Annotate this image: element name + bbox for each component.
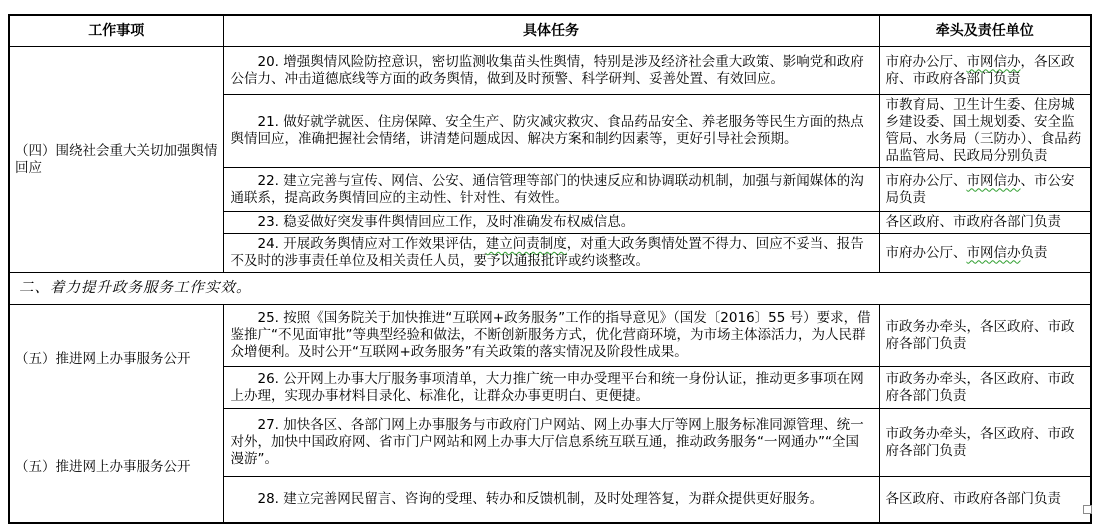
table-row [9,47,1091,95]
owner-text: 市政务办牵头，各区政府、市政府各部门负责 [885,370,1075,404]
owner-text: 市教育局、卫生计生委、住房城乡建设委、国土规划委、安全监管局、水务局（三防办）、食品药品监管局、民政局分别负责 [885,97,1082,164]
table-row [9,305,1091,367]
task-cell-20 [223,47,879,95]
owner-text: 市政务办牵头，各区政府、市政府各部门负责 [885,425,1075,459]
task-text: 27. 加快各区、各部门网上办事服务与市政府门户网站、网上办事大厅等网上服务标准同源管理、统一对外，加快中国政府网、省市门户网站和网上办事大厅信息系统互联互通，推动政务服务“一网通办”“全国漫游”。 [230,417,864,467]
section-divider-row [9,273,1091,305]
owner-cell-25 [879,305,1091,367]
task-text: 28. 建立完善网民留言、咨询的受理、转办和反馈机制，及时处理答复，为群众提供更好服务。 [257,490,824,507]
category-label: （四）围绕社会重大关切加强舆情回应 [15,142,218,176]
column-header-responsible-unit: 牵头及责任单位 [879,15,1091,47]
category-label-group [10,305,223,522]
owner-text: 市府办公厅、市网信办负责 [885,244,1048,261]
task-text: 26. 公开网上办事大厅服务事项清单，大力推广统一申办受理平台和统一身份认证，推动更多事项在网上办理，实现办事材料目录化、标准化，让群众办事更明白、更便捷。 [230,370,864,404]
owner-text: 各区政府、市政府各部门负责 [885,214,1061,230]
column-header-specific-task: 具体任务 [223,15,879,47]
task-cell-24 [223,234,879,273]
task-text: 25. 按照《国务院关于加快推进“互联网+政务服务”工作的指导意见》（国发〔2016〕55 号）要求，借鉴推广“不见面审批”等典型经验和做法，不断创新服务方式，优化营商环境，为市场主体添活力，为人民群众增便利。及时公开“互联网+政务服务”有关政策的落实情况及阶段性成果。 [230,310,871,360]
section-divider-text: 二、着力提升政务服务工作实效。 [9,273,1091,305]
owner-cell-27 [879,409,1091,477]
owner-text: 各区政府、市政府各部门负责 [885,490,1061,507]
work-tasks-table [8,14,1092,524]
category-cell-section5 [9,305,223,523]
task-text: 22. 建立完善与宣传、网信、公安、通信管理等部门的快速反应和协调联动机制，加强与新闻媒体的沟通联系，提高政务舆情回应的主动性、针对性、有效性。 [230,172,864,206]
task-cell-25 [223,305,879,367]
task-text: 24. 开展政务舆情应对工作效果评估，建立问责制度，对重大政务舆情处置不得力、回应不妥当、报告不及时的涉事责任单位及相关责任人员，要予以通报批评或约谈整改。 [230,236,864,269]
owner-text: 市政务办牵头，各区政府、市政府各部门负责 [885,318,1075,352]
owner-text: 市府办公厅、市网信办，各区政府、市政府各部门负责 [885,53,1075,87]
category-label: （五）推进网上办事服务公开 [15,350,191,367]
table-resize-handle[interactable] [1083,505,1092,514]
task-cell-21 [223,95,879,168]
task-text: 21. 做好就学就医、住房保障、安全生产、防灾减灾救灾、食品药品安全、养老服务等民生方面的热点舆情回应，准确把握社会情绪，讲清楚问题成因、解决方案和制约因素等，更好引导社会预期。 [230,114,864,147]
task-cell-27 [223,409,879,477]
owner-text: 市府办公厅、市网信办、市公安局负责 [885,172,1075,206]
category-cell-section4 [9,47,223,273]
task-cell-22 [223,168,879,212]
owner-cell-22 [879,168,1091,212]
task-text: 20. 增强舆情风险防控意识，密切监测收集苗头性舆情，特别是涉及经济社会重大政策、影响党和政府公信力、冲击道德底线等方面的政务舆情，做到及时预警、科学研判、妥善处置、有效回应。 [230,53,864,87]
column-header-work-item: 工作事项 [9,15,223,47]
owner-cell-24 [879,234,1091,273]
task-text: 23. 稳妥做好突发事件舆情回应工作，及时准确发布权威信息。 [257,214,635,230]
task-cell-23 [223,212,879,234]
owner-cell-20 [879,47,1091,95]
owner-cell-21 [879,95,1091,168]
category-label: （五）推进网上办事服务公开 [15,458,191,475]
header-row [9,15,1091,47]
owner-cell-23 [879,212,1091,234]
task-cell-26 [223,367,879,409]
owner-cell-26 [879,367,1091,409]
